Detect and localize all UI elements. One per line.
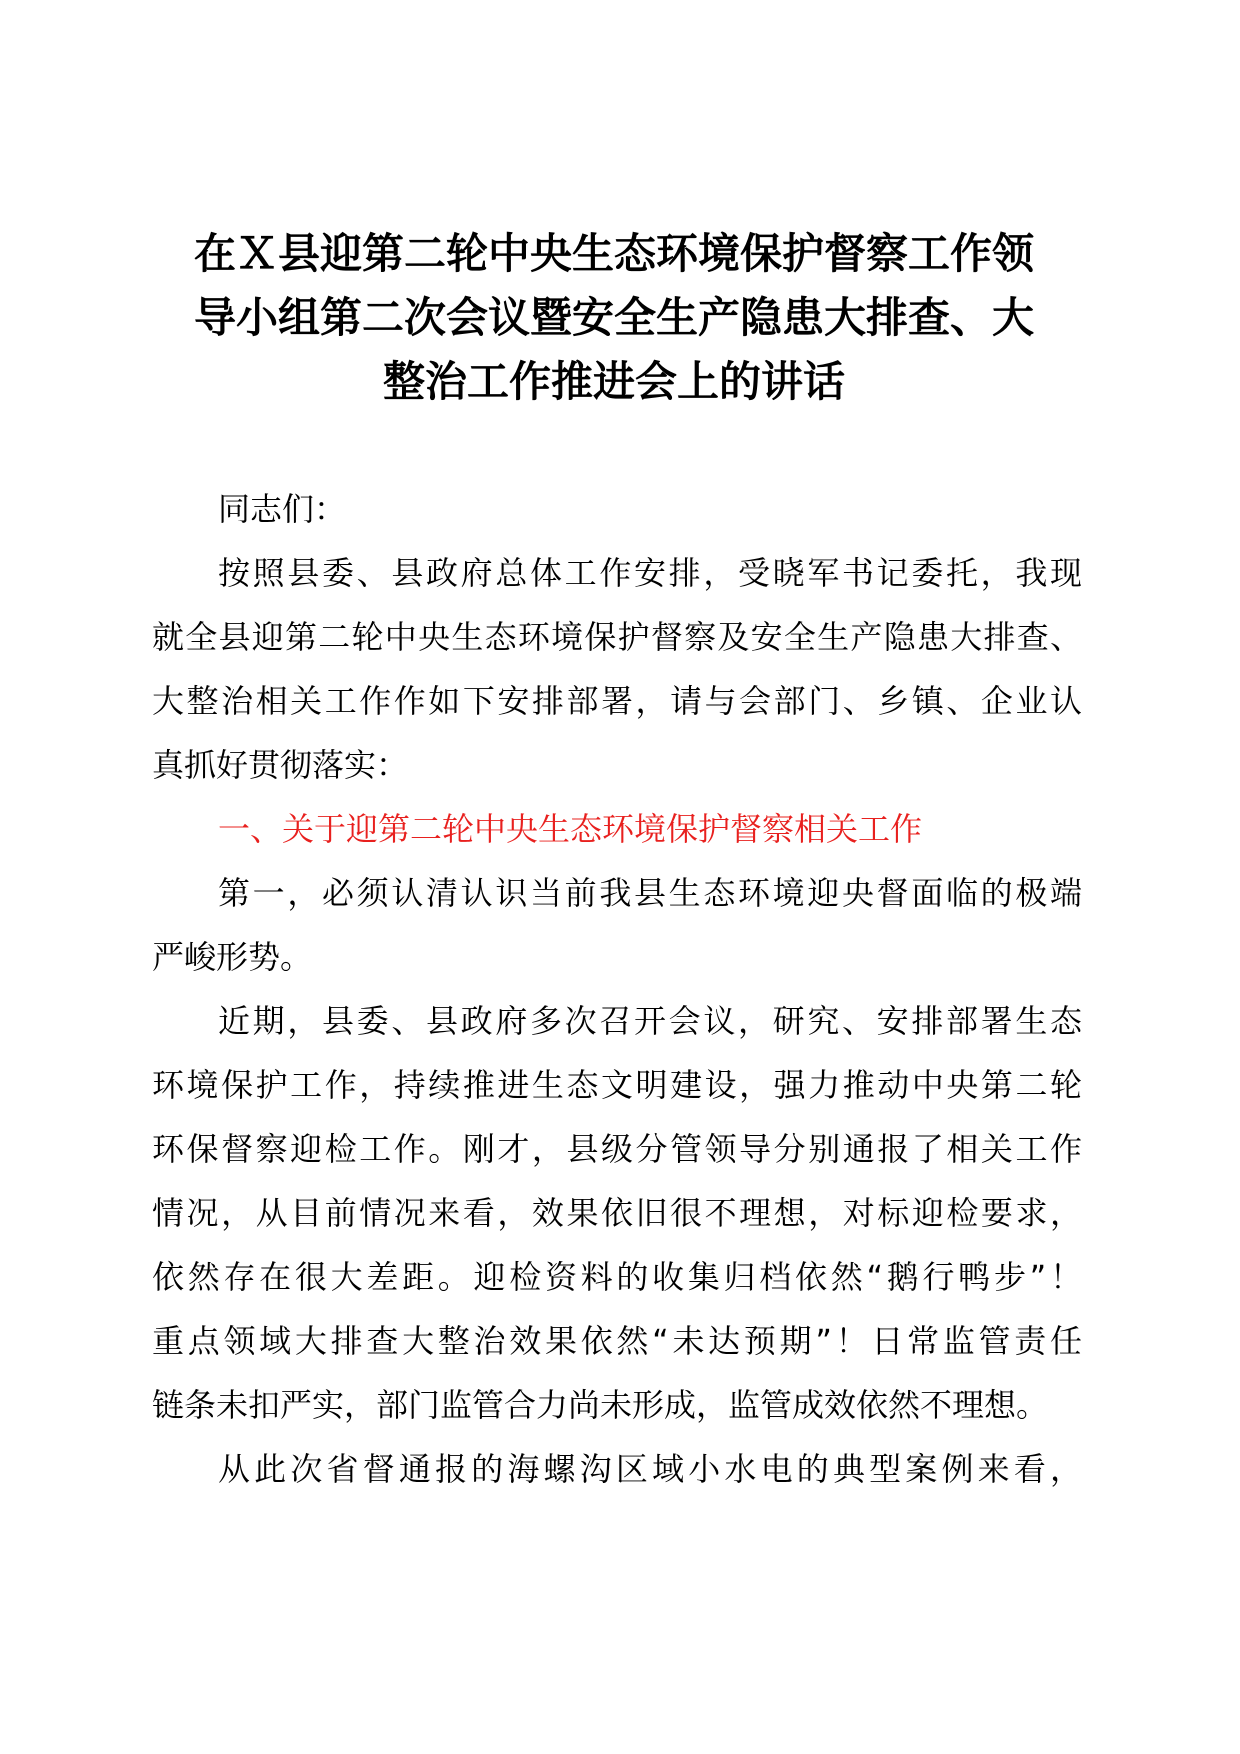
recent-work-paragraph: [152, 989, 1082, 1437]
paragraph-line: 第一，必须认清认识当前我县生态环境迎央督面临的极端: [218, 874, 1082, 912]
paragraph-line: 近期，县委、县政府多次召开会议，研究、安排部署生态: [218, 1002, 1082, 1040]
title-line: 整治工作推进会上的讲话: [382, 357, 845, 406]
salutation: 同志们：: [218, 490, 347, 528]
paragraph-line: 环保督察迎检工作。刚才，县级分管领导分别通报了相关工作: [152, 1130, 1082, 1168]
paragraph-line: 链条未扣严实，部门监管合力尚未形成，监管成效依然不理想。: [152, 1386, 1049, 1424]
paragraph-line: 严峻形势。: [152, 938, 313, 976]
paragraph-line: 依然存在很大差距。迎检资料的收集归档依然“鹅行鸭步”！: [152, 1258, 1082, 1296]
document-body: [152, 477, 1082, 1501]
paragraph-line: 从此次省督通报的海螺沟区域小水电的典型案例来看，: [218, 1450, 1082, 1488]
paragraph-line: 环境保护工作，持续推进生态文明建设，强力推动中央第二轮: [152, 1066, 1082, 1104]
document-title: [140, 222, 1088, 414]
title-line: 导小组第二次会议暨安全生产隐患大排查、大: [193, 293, 1034, 342]
case-paragraph: [152, 1437, 1082, 1501]
paragraph-line: 情况，从目前情况来看，效果依旧很不理想，对标迎检要求，: [152, 1194, 1082, 1232]
paragraph-line: 就全县迎第二轮中央生态环境保护督察及安全生产隐患大排查、: [152, 618, 1082, 656]
point-one-paragraph: [152, 861, 1082, 989]
paragraph-line: 重点领域大排查大整治效果依然“未达预期”！日常监管责任: [152, 1322, 1082, 1360]
title-line: 在Ｘ县迎第二轮中央生态环境保护督察工作领: [193, 229, 1034, 278]
intro-paragraph: [152, 541, 1082, 797]
paragraph-line: 按照县委、县政府总体工作安排，受晓军书记委托，我现: [218, 554, 1082, 592]
paragraph-line: 真抓好贯彻落实：: [152, 746, 409, 784]
paragraph-line: 大整治相关工作作如下安排部署，请与会部门、乡镇、企业认: [152, 682, 1082, 720]
section-heading: 一、关于迎第二轮中央生态环境保护督察相关工作: [218, 810, 923, 848]
